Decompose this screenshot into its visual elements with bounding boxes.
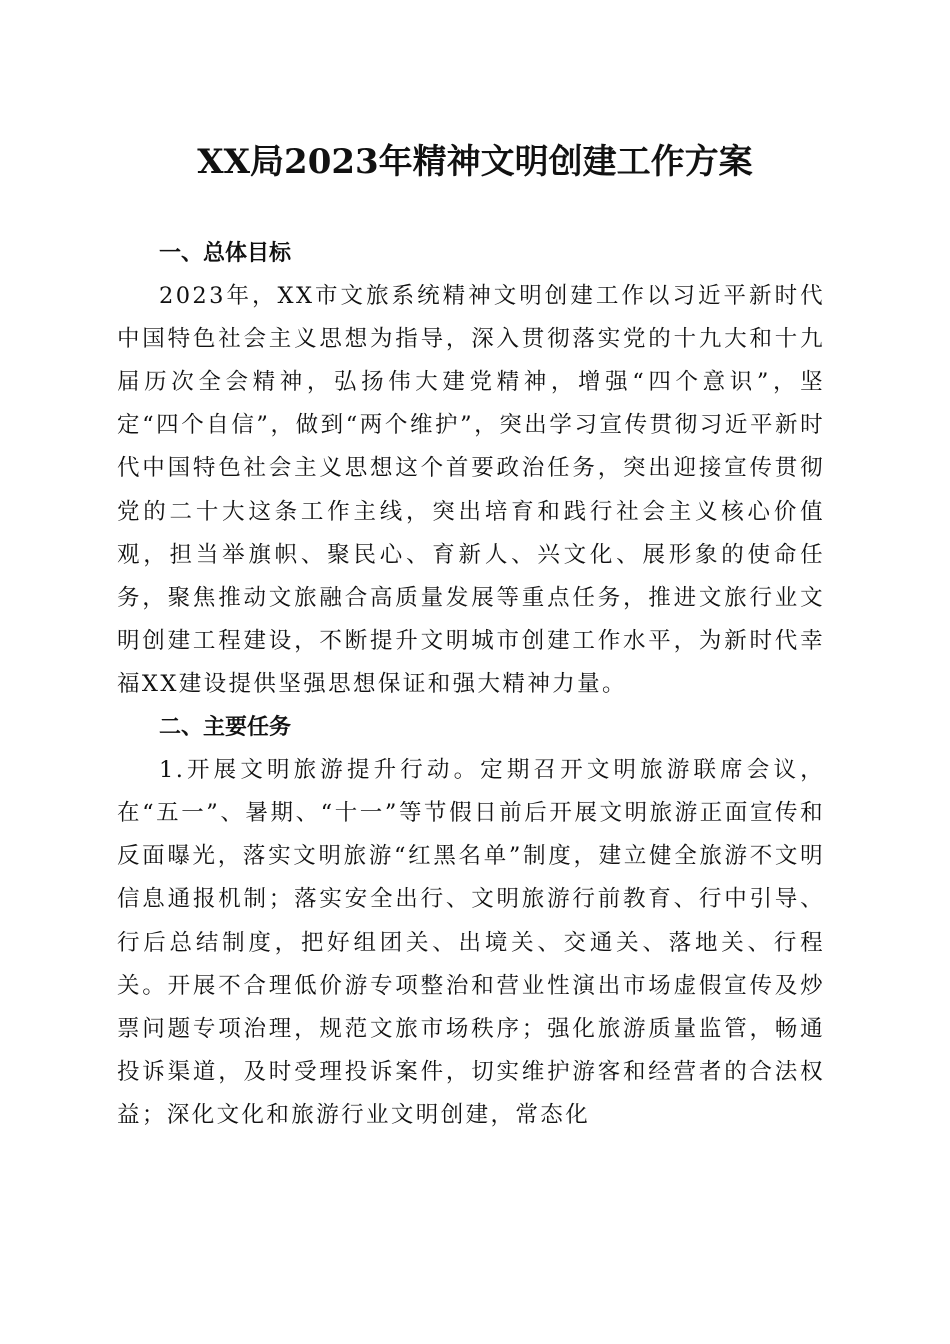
section-heading-overall-goal: 一、总体目标 — [159, 241, 292, 266]
section-paragraph-main-tasks: 1.开展文明旅游提升行动。定期召开文明旅游联席会议，在“五一”、暑期、“十一”等节假日前后开展文明旅游正面宣传和反面曝光，落实文明旅游“红黑名单”制度，建立健全旅游不文明信息通报机制；落实安全出行、文明旅游行前教育、行中引导、行后总结制度，把好组团关、出境关、交通关、落地关、行程关。开展不合理低价游专项整治和营业性演出市场虚假宣传及炒票问题专项治理，规范文旅市场秩序；强化旅游质量监管，畅通投诉渠道，及时受理投诉案件，切实维护游客和经营者的合法权益；深化文化和旅游行业文明创建，常态化 — [117, 757, 825, 1128]
document-title: XX局2023年精神文明创建工作方案 — [197, 142, 753, 182]
section-heading-main-tasks: 二、主要任务 — [159, 715, 292, 741]
section-paragraph-overall-goal: 2023年，XX市文旅系统精神文明创建工作以习近平新时代中国特色社会主义思想为指导，深入贯彻落实党的十九大和十九届历次全会精神，弘扬伟大建党精神，增强“四个意识”，坚定“四个自信”，做到“两个维护”，突出学习宣传贯彻习近平新时代中国特色社会主义思想这个首要政治任务，突出迎接宣传贯彻党的二十大这条工作主线，突出培育和践行社会主义核心价值观，担当举旗帜、聚民心、育新人、兴文化、展形象的使命任务，聚焦推动文旅融合高质量发展等重点任务，推进文旅行业文明创建工程建设，不断提升文明城市创建工作水平，为新时代幸福XX建设提供坚强思想保证和强大精神力量。 — [117, 283, 825, 697]
document-body — [117, 232, 825, 1137]
